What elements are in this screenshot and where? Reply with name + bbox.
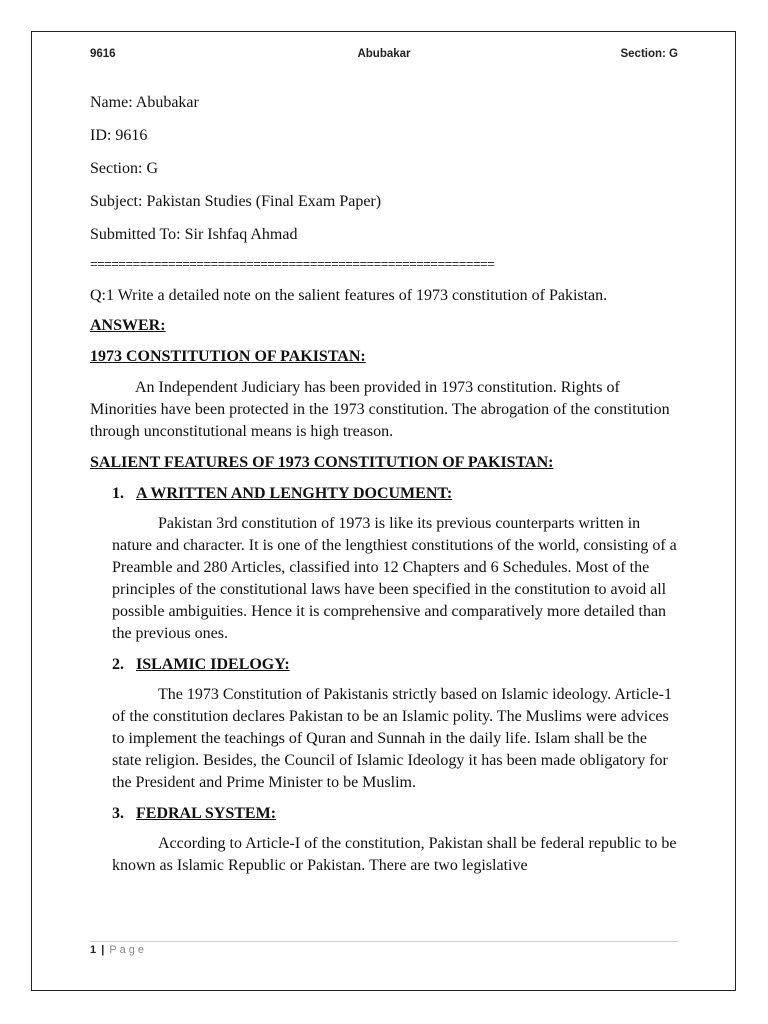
feature-paragraph: Pakistan 3rd constitution of 1973 is like its previous counterparts written in nature and character. It is one of the lengthiest constitutions of the world, consisting of a Preamble and 280 Articles, classified into 12 Chapters and 6 Schedules. Most of the principles of the constitutional laws have been specified in the constitution to avoid all possible ambiguities. Hence it is comprehensive and comparatively more detailed than the previous ones. (112, 515, 677, 642)
feature-title: FEDRAL SYSTEM: (136, 805, 277, 822)
answer-label: ANSWER: (90, 317, 166, 334)
header-id: 9616 (90, 48, 116, 60)
feature-heading (112, 803, 680, 825)
page-number: 1 (90, 944, 97, 956)
question-text: Q:1 Write a detailed note on the salient features of 1973 constitution of Pakistan. (90, 287, 608, 304)
heading-main: 1973 CONSTITUTION OF PAKISTAN: (90, 348, 366, 365)
feature-title: ISLAMIC IDELOGY: (136, 656, 290, 673)
info-name: Name: Abubakar (90, 94, 199, 111)
feature-paragraph: The 1973 Constitution of Pakistanis strictly based on Islamic ideology. Article-1 of the constitution declares Pakistan to be an Islamic polity. The Muslims were advices to implement the teachings of Quran and Sunnah in the daily life. Islam shall be the state religion. Besides, the Council of Islamic Ideology it has been made obligatory for the President and Prime Minister to be Muslim. (112, 686, 672, 791)
intro-paragraph: An Independent Judiciary has been provided in 1973 constitution. Rights of Minorities have been protected in the 1973 constitution. The abrogation of the constitution through unconstitutional means is high treason. (90, 379, 670, 440)
feature-paragraph: According to Article-I of the constitution, Pakistan shall be federal republic to be known as Islamic Republic or Pakistan. There are two legislative (112, 835, 677, 874)
info-subject: Subject: Pakistan Studies (Final Exam Paper) (90, 193, 382, 210)
feature-section-1 (112, 483, 680, 645)
feature-title: A WRITTEN AND LENGHTY DOCUMENT: (136, 485, 453, 502)
page-footer (90, 944, 147, 956)
header-name: Abubakar (357, 48, 411, 60)
document-body (90, 92, 680, 886)
page-label: Page (109, 944, 148, 956)
feature-heading (112, 654, 680, 676)
feature-number: 2. (112, 656, 124, 673)
separator-line: ========================================================= (90, 256, 495, 271)
feature-heading (112, 483, 680, 505)
footer-divider (90, 941, 678, 942)
feature-number: 1. (112, 485, 124, 502)
footer-separator: | (101, 944, 105, 956)
feature-section-2 (112, 654, 680, 794)
info-section: Section: G (90, 160, 158, 177)
heading-features: SALIENT FEATURES OF 1973 CONSTITUTION OF PAKISTAN: (90, 454, 554, 471)
info-id: ID: 9616 (90, 127, 148, 144)
info-submitted-to: Submitted To: Sir Ishfaq Ahmad (90, 226, 298, 243)
feature-section-3 (112, 803, 680, 877)
page-header (90, 48, 678, 66)
feature-number: 3. (112, 805, 124, 822)
header-section: Section: G (620, 48, 678, 60)
